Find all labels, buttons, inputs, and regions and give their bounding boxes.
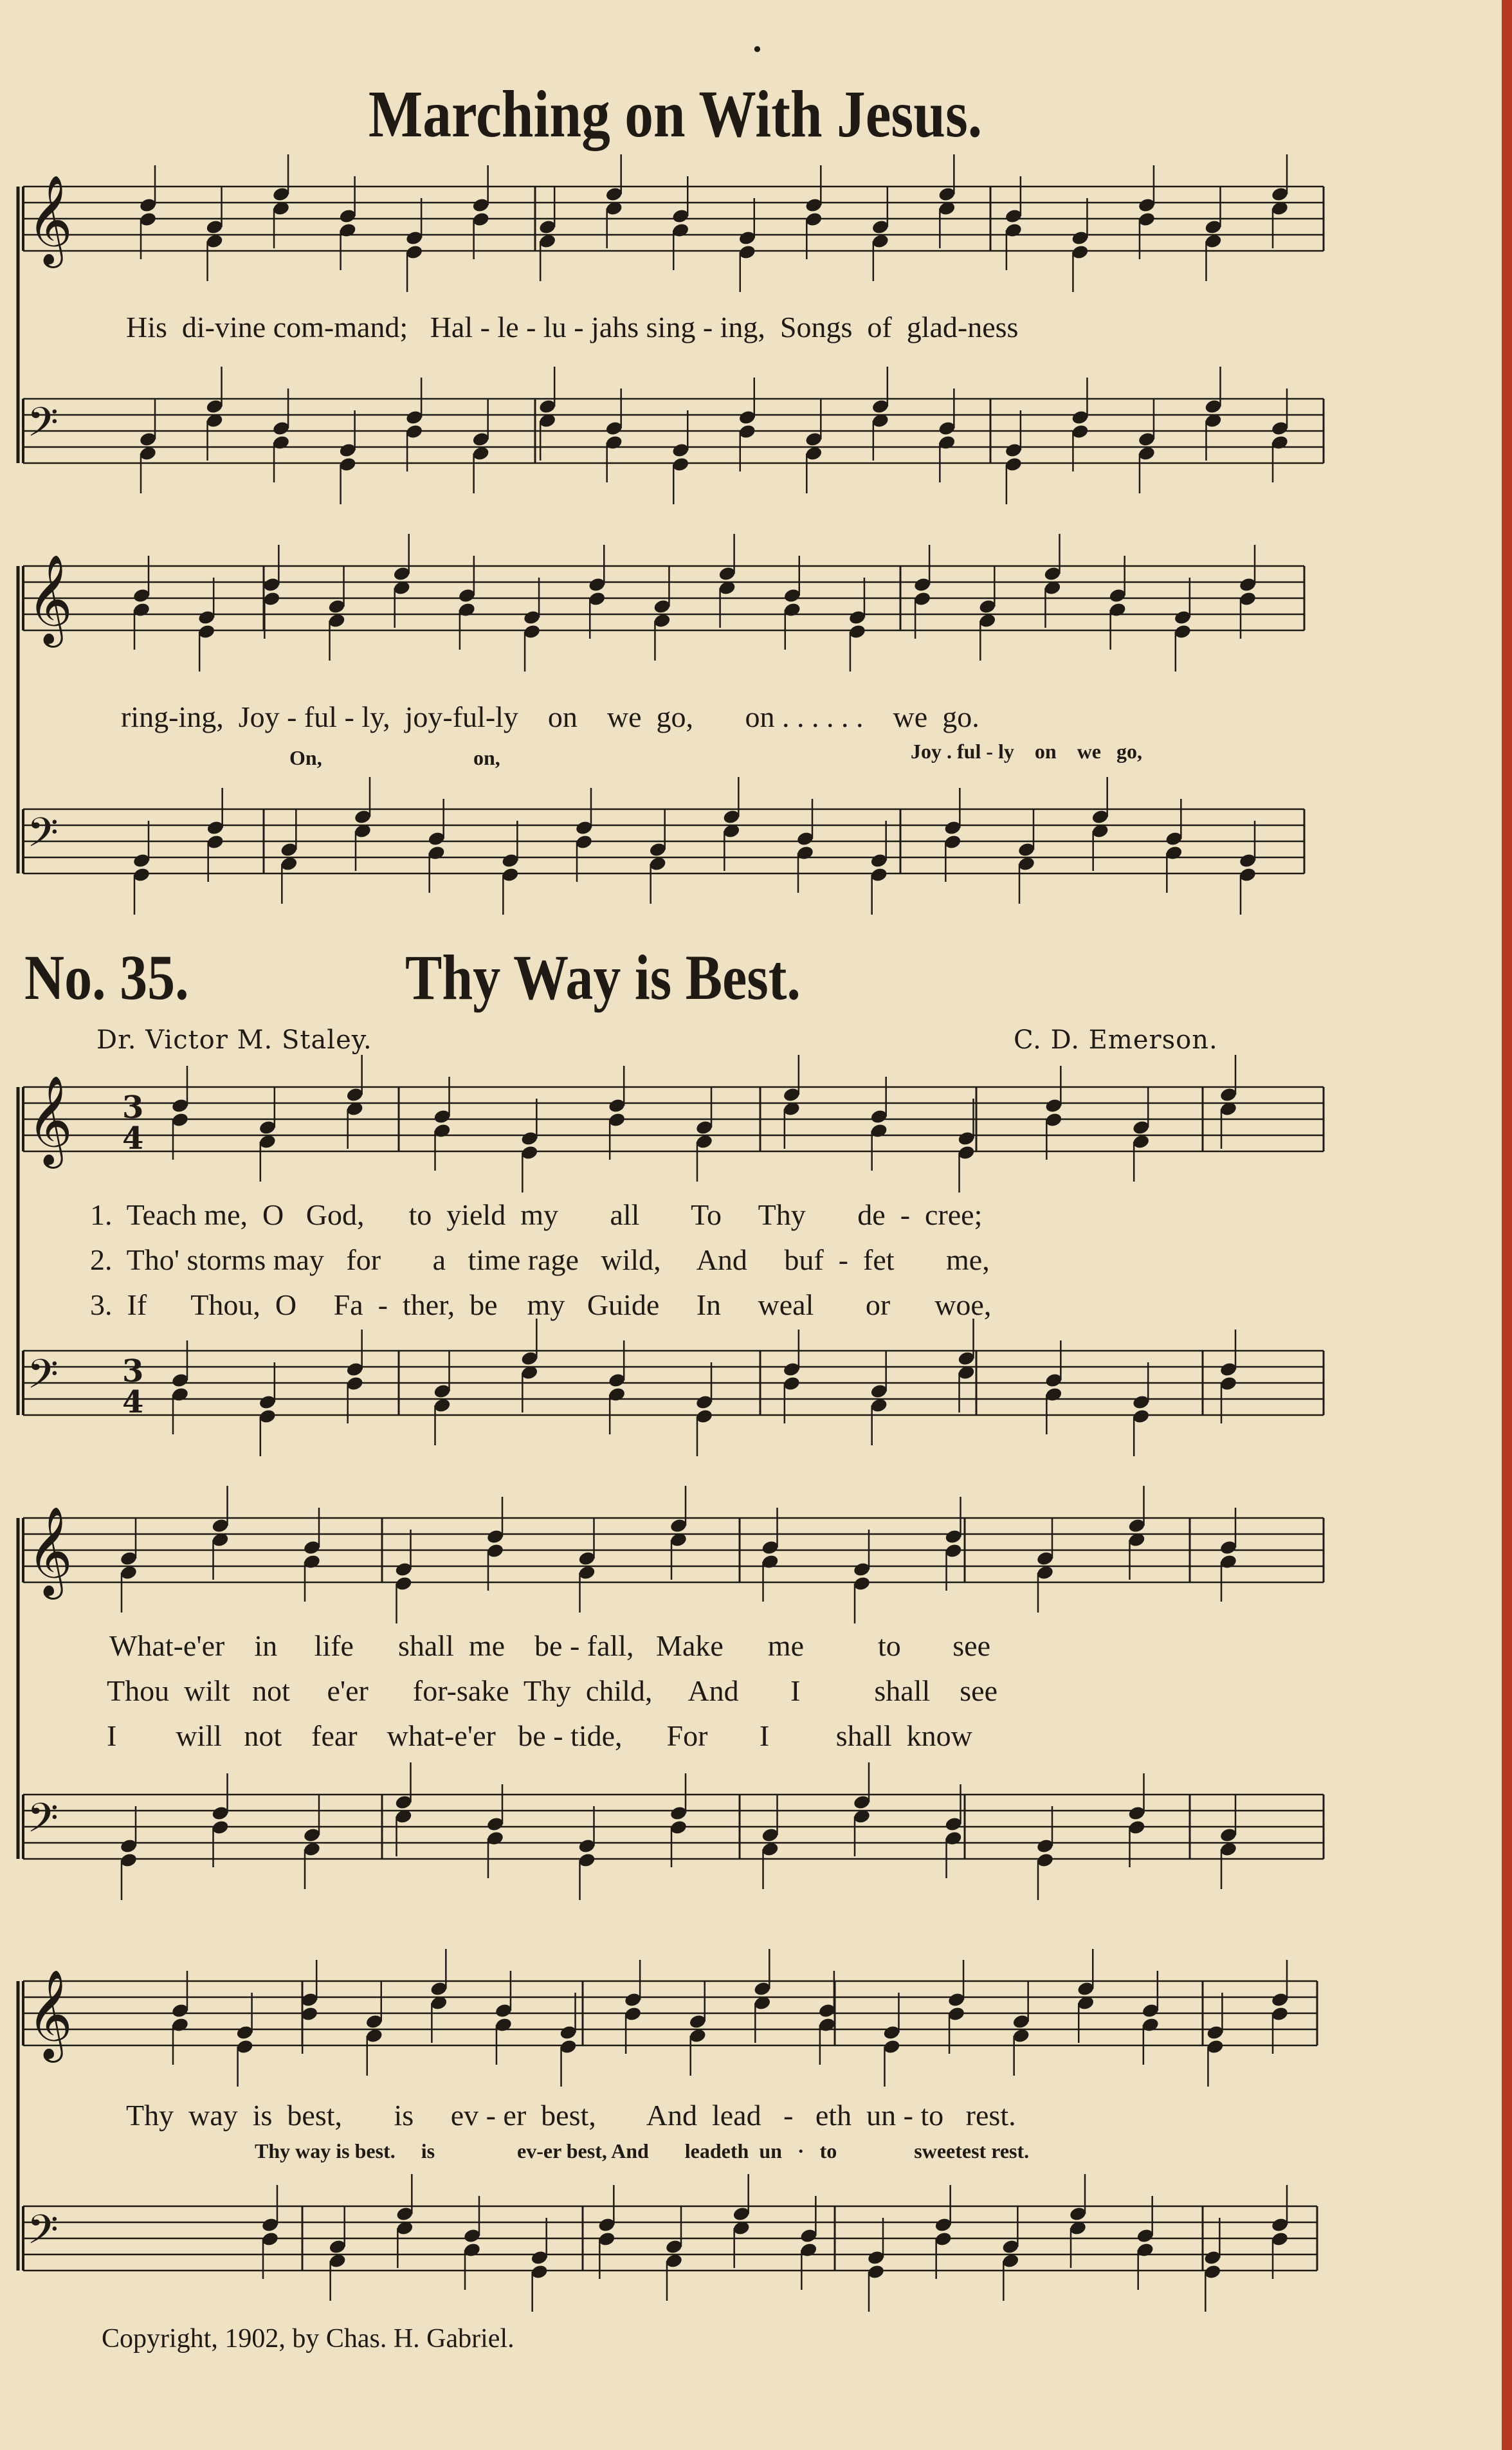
verse-3-line-b: I will not fear what-e'er be - tide, For I shall know <box>107 1719 972 1752</box>
h2-s3-treble-clef: 𝄞 <box>27 1970 73 2059</box>
hymn-2-title: Thy Way is Best. <box>405 942 801 1013</box>
words-credit: Dr. Victor M. Staley. <box>96 1025 372 1055</box>
h1-s1-bass-clef: 𝄢 <box>27 398 59 455</box>
h2-s1-treble-clef: 𝄞 <box>27 1075 73 1165</box>
hymn-1-lyrics-line-1: His di-vine com-mand; Hal - le - lu - jahs sing - ing, Songs of glad-ness <box>126 311 1019 343</box>
time-signature-digit: 3 <box>122 1353 144 1389</box>
refrain-echo-line: Thy way is best. is ev-er best, And leadeth un · to sweetest rest. <box>255 2139 1030 2162</box>
hymn-1-echo-on-2: on, <box>473 746 500 769</box>
page-marker: • <box>751 37 763 62</box>
h2-s2-treble-clef: 𝄞 <box>27 1506 73 1596</box>
h2-s1-bass-clef: 𝄢 <box>27 1350 59 1407</box>
verse-1-line-b: What-e'er in life shall me be - fall, Make me to see <box>109 1629 991 1662</box>
hymn-1-lyrics-line-2: ring-ing, Joy - ful - ly, joy-ful-ly on we go, on . . . . . . we go. <box>121 700 979 733</box>
verse-2-line-b: Thou wilt not e'er for-sake Thy child, And I shall see <box>107 1674 998 1707</box>
h2-s2-bass-clef: 𝄢 <box>27 1794 59 1851</box>
h2-s3-bass-clef: 𝄢 <box>27 2206 59 2263</box>
hymn-1-title: Marching on With Jesus. <box>368 77 983 151</box>
copyright-notice: Copyright, 1902, by Chas. H. Gabriel. <box>102 2324 515 2354</box>
time-signature-digit: 4 <box>122 1120 144 1156</box>
hymn-1-echo-on-1: On, <box>289 746 322 769</box>
h1-s2-treble-clef: 𝄞 <box>27 554 73 644</box>
verse-2-line-a: 2. Tho' storms may for a time rage wild, And buf - fet me, <box>90 1243 990 1276</box>
hymn-1-echo-joyfully: Joy . ful - ly on we go, <box>911 740 1142 763</box>
music-credit: C. D. Emerson. <box>1014 1025 1218 1055</box>
verse-1-line-a: 1. Teach me, O God, to yield my all To Thy de - cree; <box>90 1198 983 1231</box>
refrain-line: Thy way is best, is ev - er best, And lead - eth un - to rest. <box>126 2099 1016 2132</box>
h1-s1-treble-clef: 𝄞 <box>27 175 73 264</box>
hymn-number: No. 35. <box>24 942 189 1013</box>
time-signature-digit: 4 <box>122 1384 144 1420</box>
verse-3-line-a: 3. If Thou, O Fa - ther, be my Guide In weal or woe, <box>90 1288 992 1321</box>
h1-s2-bass-clef: 𝄢 <box>27 809 59 866</box>
time-signature-digit: 3 <box>122 1090 144 1126</box>
